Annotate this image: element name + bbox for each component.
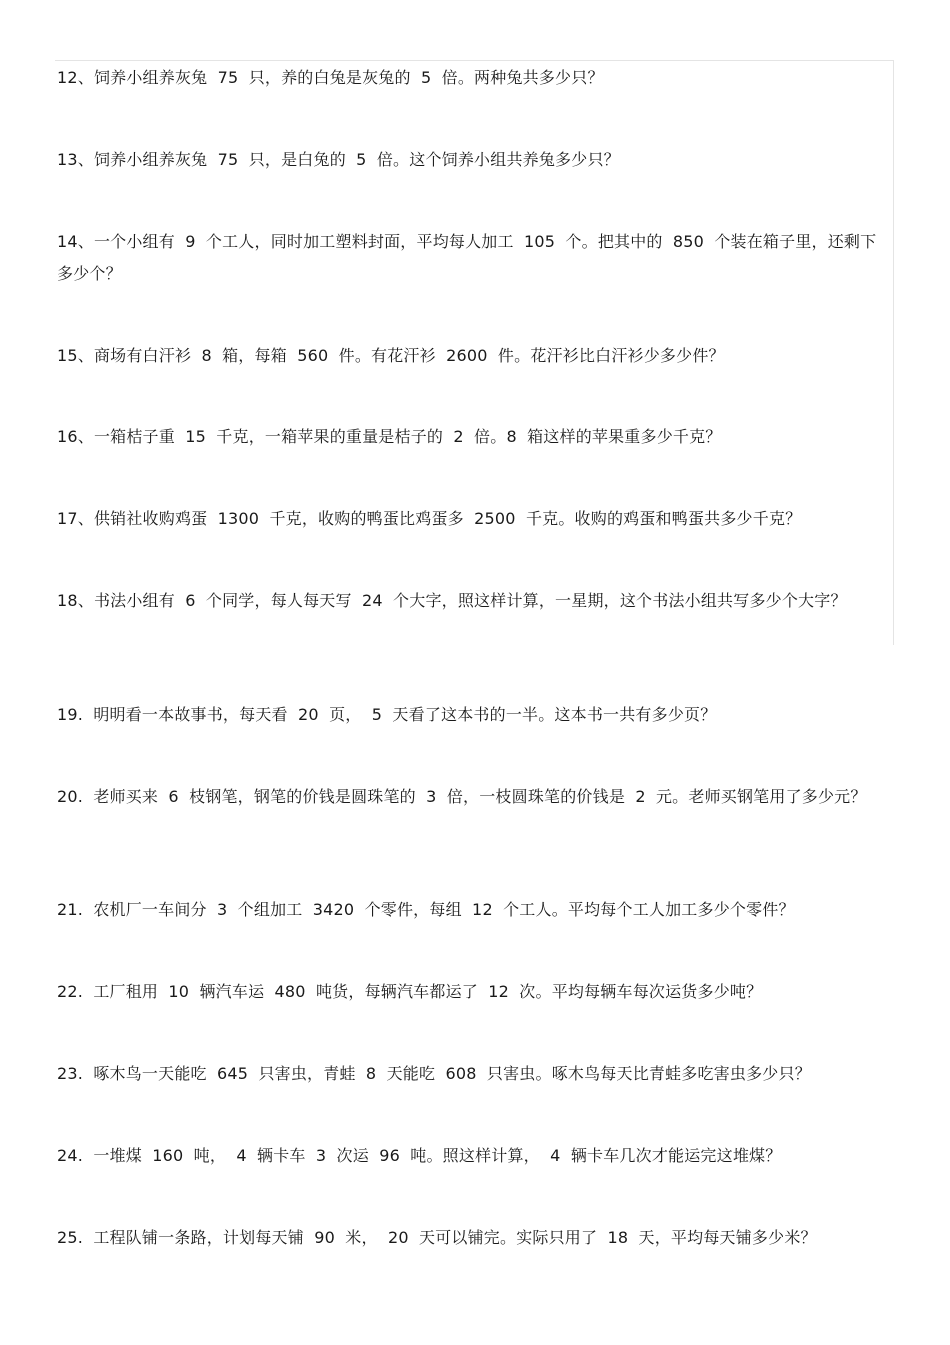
problem-24: 24. 一堆煤 160 吨， 4 辆卡车 3 次运 96 吨。照这样计算， 4 辆卡车几次才能运完这堆煤？ [57, 1146, 782, 1165]
problem-16: 16、一箱桔子重 15 千克，一箱苹果的重量是桔子的 2 倍。8 箱这样的苹果重多少千克？ [57, 427, 722, 446]
problem-22: 22. 工厂租用 10 辆汽车运 480 吨货，每辆汽车都运了 12 次。平均每辆车每次运货多少吨？ [57, 982, 763, 1001]
problem-21: 21. 农机厂一车间分 3 个组加工 3420 个零件，每组 12 个工人。平均每个工人加工多少个零件？ [57, 900, 795, 919]
page-frame-top-border [55, 60, 893, 61]
problem-23: 23. 啄木鸟一天能吃 645 只害虫，青蛙 8 天能吃 608 只害虫。啄木鸟每天比青蛙多吃害虫多少只？ [57, 1064, 811, 1083]
problem-17: 17、供销社收购鸡蛋 1300 千克，收购的鸭蛋比鸡蛋多 2500 千克。收购的鸡蛋和鸭蛋共多少千克？ [57, 509, 802, 528]
problem-14: 14、一个小组有 9 个工人，同时加工塑料封面，平均每人加工 105 个。把其中的 850 个装在箱子里，还剩下多少个？ [57, 232, 877, 283]
page-frame-right-border [893, 60, 894, 645]
problem-25: 25. 工程队铺一条路，计划每天铺 90 米， 20 天可以铺完。实际只用了 18 天，平均每天铺多少米？ [57, 1228, 817, 1247]
problem-13: 13、饲养小组养灰兔 75 只，是白兔的 5 倍。这个饲养小组共养兔多少只？ [57, 150, 620, 169]
problem-18: 18、书法小组有 6 个同学，每人每天写 24 个大字，照这样计算，一星期，这个书法小组共写多少个大字？ [57, 591, 847, 610]
problem-12: 12、饲养小组养灰兔 75 只，养的白兔是灰兔的 5 倍。两种兔共多少只？ [57, 68, 604, 87]
problem-20: 20. 老师买来 6 枝钢笔，钢笔的价钱是圆珠笔的 3 倍，一枝圆珠笔的价钱是 2 元。老师买钢笔用了多少元？ [57, 787, 867, 806]
problem-19: 19. 明明看一本故事书，每天看 20 页， 5 天看了这本书的一半。这本书一共有多少页？ [57, 705, 717, 724]
problem-15: 15、商场有白汗衫 8 箱，每箱 560 件。有花汗衫 2600 件。花汗衫比白汗衫少多少件？ [57, 346, 725, 365]
